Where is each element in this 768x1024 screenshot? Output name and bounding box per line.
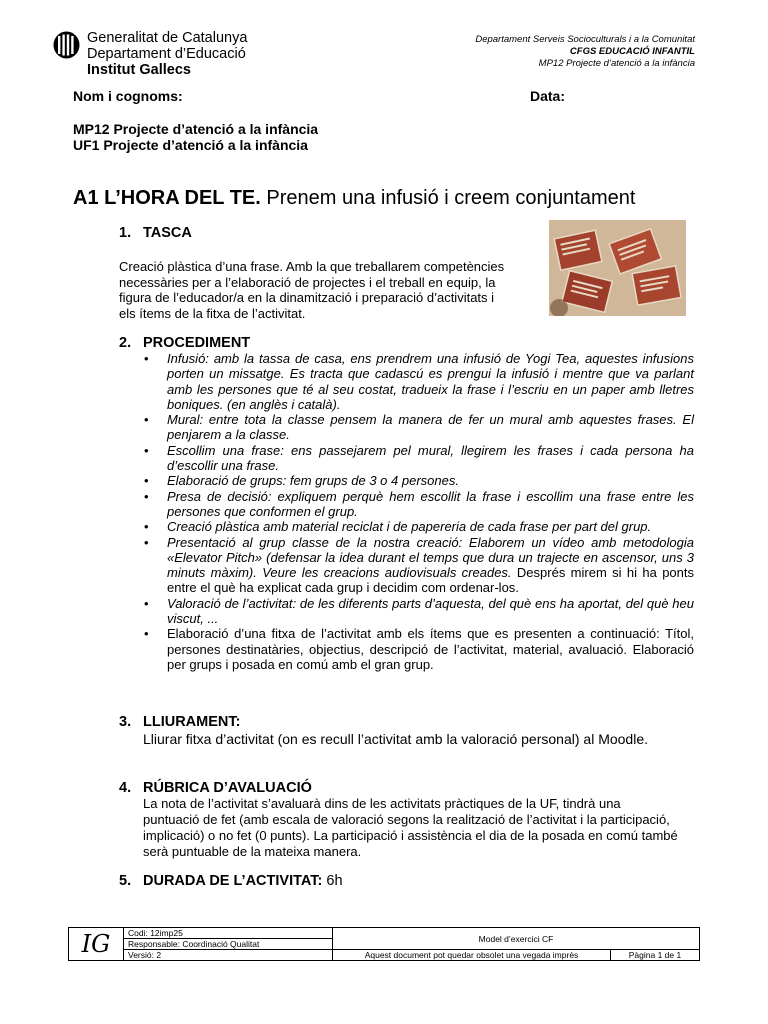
name-label: Nom i cognoms:: [73, 88, 183, 104]
footer-model: Model d’exercici CF: [333, 928, 700, 950]
list-item: • Creació plàstica amb material reciclat i de papereria de cada frase per part del grup.: [142, 519, 694, 534]
module-uf: UF1 Projecte d’atenció a la infància: [73, 137, 308, 153]
module-mp: MP12 Projecte d’atenció a la infància: [73, 121, 319, 137]
section-procediment-heading: 2. PROCEDIMENT: [119, 335, 251, 351]
institute-logo: IG: [69, 928, 124, 961]
footer-table: [68, 927, 700, 961]
title-bold: A1 L’HORA DEL TE.: [73, 187, 261, 209]
footer-versio: Versió: 2: [124, 950, 333, 961]
list-item: • Mural: entre tota la classe pensem la manera de fer un mural amb aquestes frases. El penjarem a la classe.: [142, 412, 694, 443]
section-tasca-heading: 1. TASCA: [119, 225, 192, 241]
section-rubrica-heading: 4. RÚBRICA D’AVALUACIÓ: [119, 780, 312, 796]
title-rest: Prenem una infusió i creem conjuntament: [260, 187, 636, 209]
header-cycle: CFGS EDUCACIÓ INFANTIL: [569, 46, 695, 57]
section-lliurament-heading: 3. LLIURAMENT:: [119, 714, 241, 730]
section-tasca-text: Creació plàstica d’una frase. Amb la que treballarem competències necessàries per a l’elaboració de projectes i el treball en equip, la figura de l’educador/a en la dinamització i preparació d’activitats i els ítems de la fitxa de l’activitat.: [119, 259, 505, 321]
footer-pagina: Pàgina 1 de 1: [611, 950, 700, 961]
procediment-list: [142, 351, 694, 672]
list-item: • Valoració de l’activitat: de les diferents parts d’aquesta, del què ens ha aportat, del què heu viscut, ...: [142, 596, 694, 627]
list-item: • Presentació al grup classe de la nostra creació: Elaborem un vídeo amb metodologia «Elevator Pitch» (defensar la idea durant el temps que dura un trajecte en ascensor, uns 3 minuts màxim). Veure les creacions audiovisuals creades. Després mirem si hi ha ponts entre el què ha explicat cada grup i decidim com ordenar-los.: [142, 535, 694, 596]
generalitat-emblem-icon: [53, 31, 80, 59]
org-department: Departament d’Educació: [87, 46, 246, 62]
footer-responsable: Responsable: Coordinació Qualitat: [124, 939, 333, 950]
list-item: • Presa de decisió: expliquem perquè hem escollit la frase i escollim una frase entre les persones que conformen el grup.: [142, 489, 694, 520]
durada-value: 6h: [322, 873, 343, 889]
section-rubrica-text: La nota de l’activitat s’avaluarà dins de les activitats pràctiques de la UF, tindrà una puntuació de fet (amb escala de valoració segons la realització de l’activitat i la participació, implicació) o no fet (0 punts). La participació i assistència el dia de la posada en comú també serà puntuable de la mateixa manera.: [143, 796, 678, 859]
org-institute: Institut Gallecs: [87, 62, 191, 78]
list-item: • Elaboració de grups: fem grups de 3 o 4 persones.: [142, 473, 694, 488]
org-name: Generalitat de Catalunya: [87, 30, 248, 46]
footer-codi: Codi: 12imp25: [124, 928, 333, 939]
list-item: • Elaboració d’una fitxa de l’activitat amb els ítems que es presenten a continuació: Títol, persones destinatàries, objectius, descripció de l’activitat, material, avaluació. Elaboració per grups i posada en comú amb el gran grup.: [142, 626, 694, 672]
section-lliurament-text: Lliurar fitxa d’activitat (on es recull l’activitat amb la valoració personal) al Moodle.: [143, 731, 648, 747]
page-title: [73, 186, 635, 210]
section-durada-heading: 5. DURADA DE L’ACTIVITAT: 6h: [119, 873, 343, 889]
list-item: • Infusió: amb la tassa de casa, ens prendrem una infusió de Yogi Tea, aquestes infusions porten un missatge. Es tracta que cadascú es prengui la infusió i mentre que va parlant amb les persones que té al seu costat, tradueix la frase i l’escriu en un paper amb lletres boniques. (en anglès i català).: [142, 351, 694, 412]
list-item: • Escollim una frase: ens passejarem pel mural, llegirem les frases i cada persona ha d’escollir una frase.: [142, 443, 694, 474]
header-module: MP12 Projecte d’atenció a la infància: [538, 58, 695, 69]
tea-cards-photo: [549, 220, 686, 316]
date-label: Data:: [530, 88, 566, 104]
header-department: Departament Serveis Socioculturals i a la Comunitat: [475, 34, 695, 45]
footer-obsolet: Aquest document pot quedar obsolet una vegada imprès: [333, 950, 611, 961]
